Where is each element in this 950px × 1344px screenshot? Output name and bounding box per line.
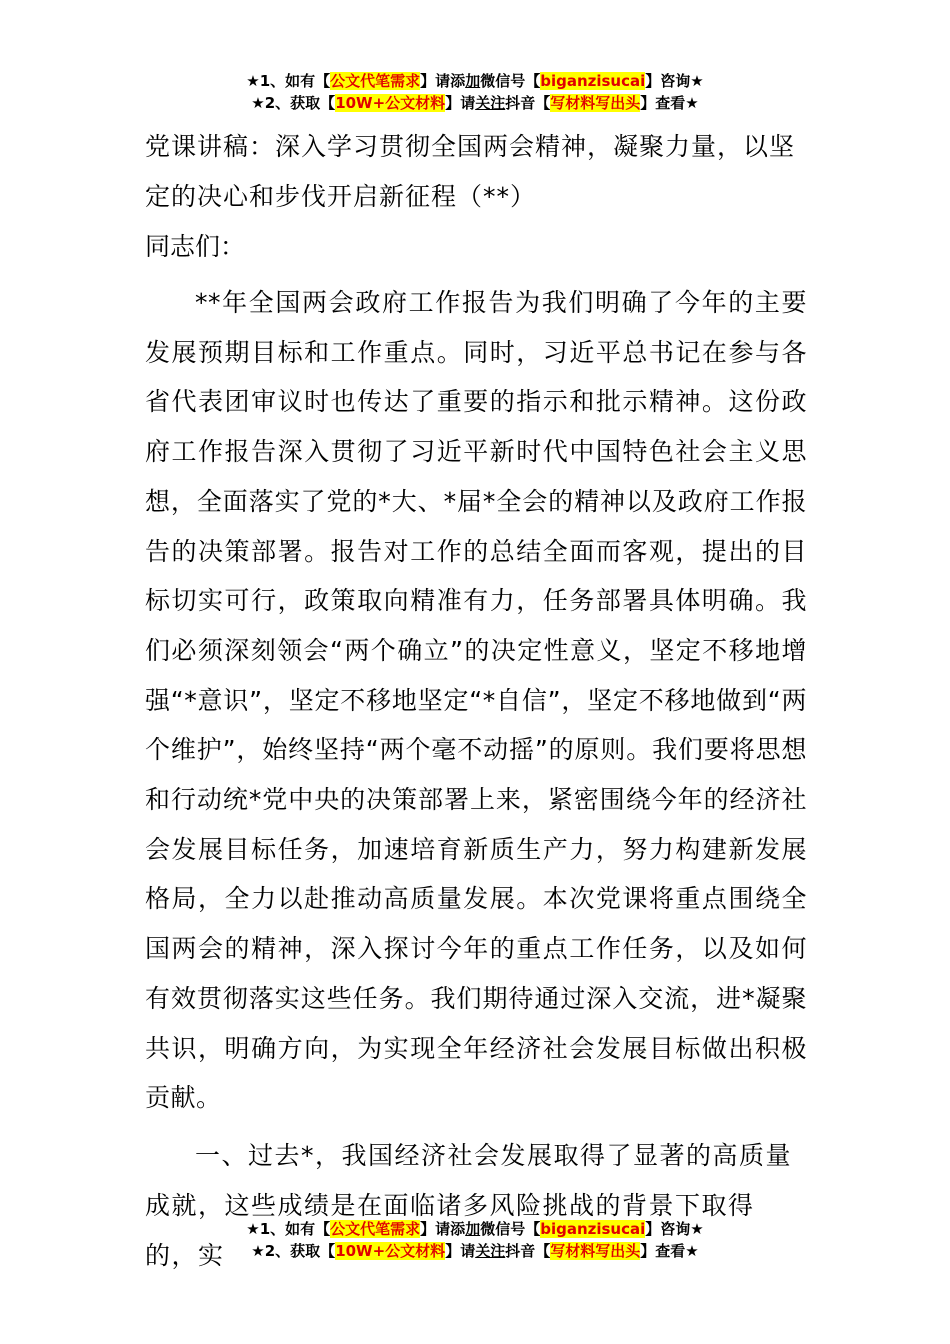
douyin-id-highlight: 写材料写出头 (550, 1242, 641, 1260)
paragraph-section-1: 一、过去*，我国经济社会发展取得了显著的高质量成就，这些成绩是在面临诸多风险挑战的背景下取得的，实 (145, 1140, 793, 1270)
greeting: 同志们： (145, 232, 246, 261)
promo-highlight: 公文代笔需求 (330, 72, 421, 90)
document-title: 党课讲稿：深入学习贯彻全国两会精神，凝聚力量，以坚定的决心和步伐开启新征程（**） (145, 132, 796, 211)
promo-line-1: ★1、如有【公文代笔需求】请添加微信号【biganzisucai】咨询★ (246, 1220, 704, 1238)
promo-line-2: ★2、获取【10W+公文材料】请关注抖音【写材料写出头】查看★ (251, 94, 699, 112)
promo-line-1: ★1、如有【公文代笔需求】请添加微信号【biganzisucai】咨询★ (246, 72, 704, 90)
promo-banner-bottom (0, 1218, 950, 1262)
wechat-id-highlight: biganzisucai (540, 1220, 646, 1238)
promo-banner-top (0, 70, 950, 114)
promo-highlight: 10W+公文材料 (335, 1242, 446, 1260)
document-body (145, 122, 807, 1281)
promo-highlight: 公文代笔需求 (330, 1220, 421, 1238)
promo-line-2: ★2、获取【10W+公文材料】请关注抖音【写材料写出头】查看★ (251, 1242, 699, 1260)
wechat-id-highlight: biganzisucai (540, 72, 646, 90)
douyin-id-highlight: 写材料写出头 (550, 94, 641, 112)
promo-highlight: 10W+公文材料 (335, 94, 446, 112)
paragraph-intro: **年全国两会政府工作报告为我们明确了今年的主要发展预期目标和工作重点。同时，习近平总书记在参与各省代表团审议时也传达了重要的指示和批示精神。这份政府工作报告深入贯彻了习近平新时代中国特色社会主义思想，全面落实了党的*大、*届*全会的精神以及政府工作报告的决策部署。报告对工作的总结全面而客观，提出的目标切实可行，政策取向精准有力，任务部署具体明确。我们必须深刻领会“两个确立”的决定性意义，坚定不移地增强“*意识”，坚定不移地坚定“*自信”，坚定不移地做到“两个维护”，始终坚持“两个毫不动摇”的原则。我们要将思想和行动统*党中央的决策部署上来，紧密围绕今年的经济社会发展目标任务，加速培育新质生产力，努力构建新发展格局，全力以赴推动高质量发展。本次党课将重点围绕全国两会的精神，深入探讨今年的重点工作任务，以及如何有效贯彻落实这些任务。我们期待通过深入交流，进*凝聚共识，明确方向，为实现全年经济社会发展目标做出积极贡献。 (145, 288, 807, 1113)
